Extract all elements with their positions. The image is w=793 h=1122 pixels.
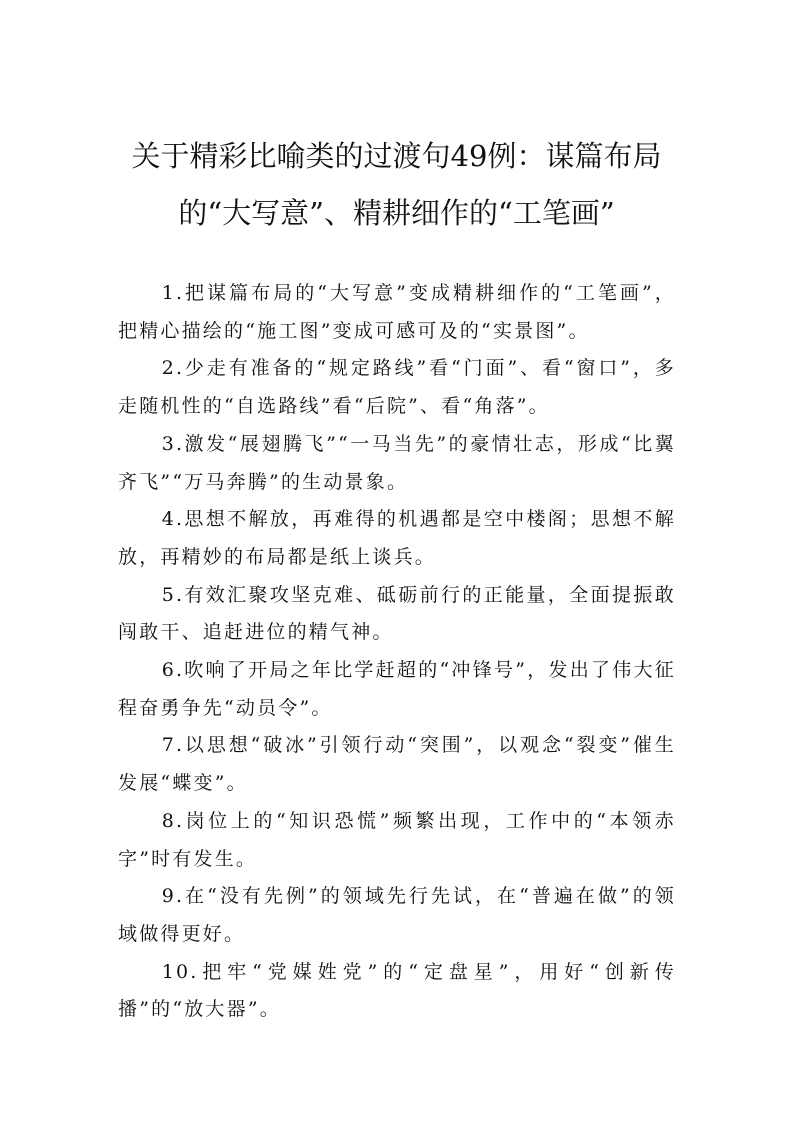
paragraph-6: 6.吹响了开局之年比学赶超的“冲锋号”，发出了伟大征程奋勇争先“动员令”。 [118, 659, 676, 719]
title-line-2: 的“大写意”、精耕细作的“工笔画” [178, 196, 615, 230]
paragraph-2: 2.少走有准备的“规定路线”看“门面”、看“窗口”，多走随机性的“自选路线”看“后院”、看“角落”。 [118, 357, 676, 418]
title-line-1: 关于精彩比喻类的过渡句49例：谋篇布局 [131, 139, 662, 173]
paragraph-5: 5.有效汇聚攻坚克难、砥砺前行的正能量，全面提振敢闯敢干、追赶进位的精气神。 [118, 583, 676, 644]
document-title [100, 128, 693, 242]
paragraph-4: 4.思想不解放，再难得的机遇都是空中楼阁；思想不解放，再精妙的布局都是纸上谈兵。 [118, 508, 676, 568]
paragraph-8: 8.岗位上的“知识恐慌”频繁出现，工作中的“本领赤字”时有发生。 [118, 809, 676, 870]
paragraph-9: 9.在“没有先例”的领域先行先试，在“普遍在做”的领域做得更好。 [118, 885, 676, 945]
paragraph-7: 7.以思想“破冰”引领行动“突围”，以观念“裂变”催生发展“蝶变”。 [118, 734, 676, 795]
document-body [118, 275, 676, 1029]
paragraph-10: 10.把牢“党媒姓党”的“定盘星”，用好“创新传播”的“放大器”。 [118, 960, 676, 1021]
paragraph-3: 3.激发“展翅腾飞”“一马当先”的豪情壮志，形成“比翼齐飞”“万马奔腾”的生动景象。 [118, 432, 676, 493]
paragraph-1: 1.把谋篇布局的“大写意”变成精耕细作的“工笔画”，把精心描绘的“施工图”变成可感可及的“实景图”。 [118, 282, 676, 342]
